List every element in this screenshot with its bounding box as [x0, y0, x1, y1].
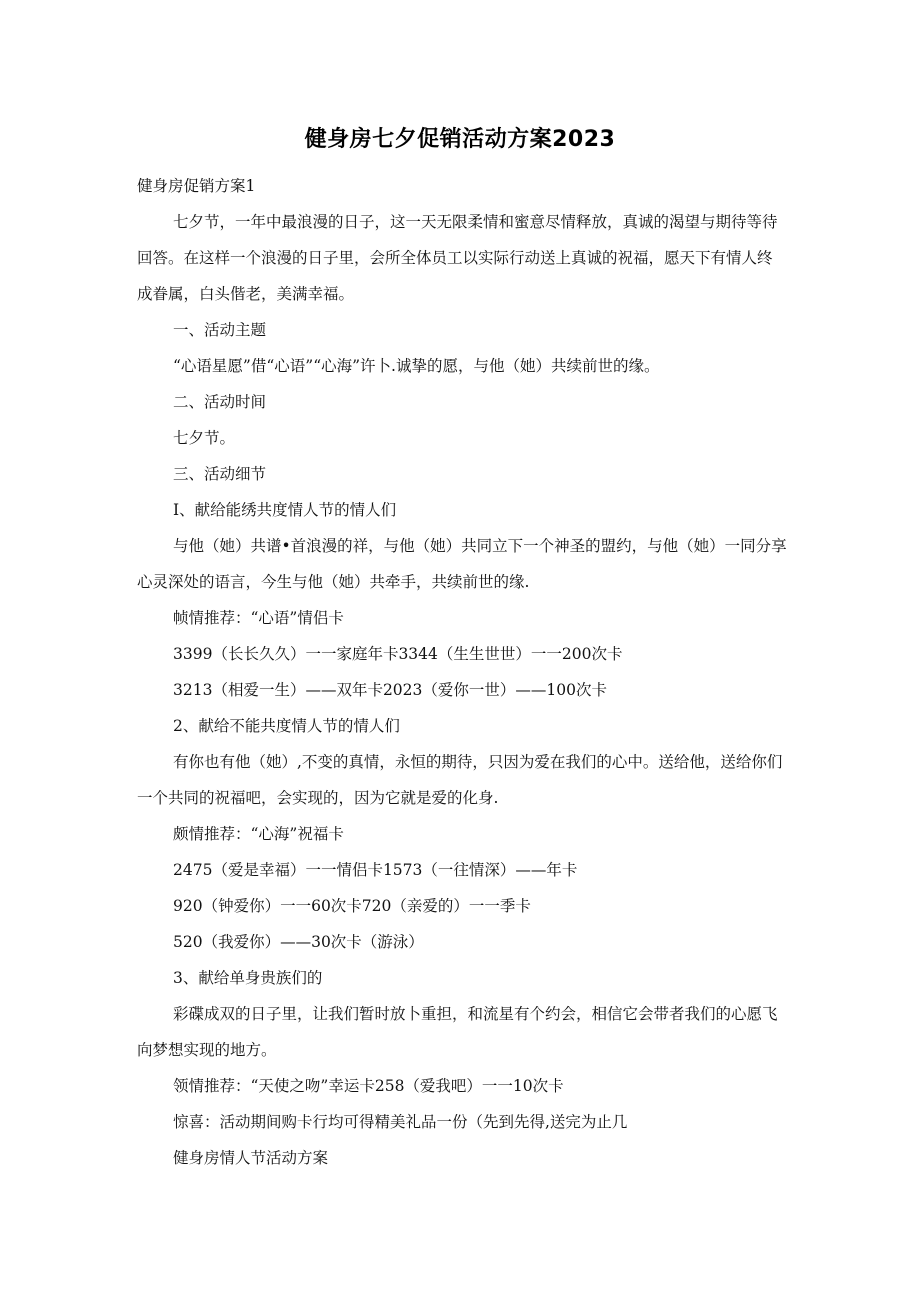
paragraph: 领情推荐：“天使之吻”幸运卡258（爱我吧）一一10次卡: [173, 1077, 564, 1095]
paragraph: 三、活动细节: [173, 465, 267, 483]
paragraph: 3213（相爱一生）——双年卡2023（爱你一世）——100次卡: [173, 681, 607, 699]
paragraph: 二、活动时间: [173, 393, 267, 411]
paragraph: 七夕节。: [173, 429, 236, 447]
paragraph: 与他（她）共谱•首浪漫的祥，与他（她）共同立下一个神圣的盟约，与他（她）一同分享心灵深处的语言，今生与他（她）共牵手，共续前世的缘.: [137, 537, 787, 591]
paragraph: “心语星愿”借“心语”“心海”许卜.诚挚的愿，与他（她）共续前世的缘。: [173, 357, 660, 375]
paragraph: 520（我爱你）——30次卡（游泳）: [173, 933, 424, 951]
paragraph: 健身房情人节活动方案: [173, 1149, 329, 1167]
paragraph: 3399（长长久久）一一家庭年卡3344（生生世世）一一200次卡: [173, 645, 623, 663]
paragraph: 健身房促销方案1: [137, 177, 256, 195]
paragraph: I、献给能绣共度情人节的情人们: [173, 501, 397, 519]
paragraph: 2、献给不能共度情人节的情人们: [173, 717, 400, 735]
paragraph: 有你也有他（她）,不变的真情，永恒的期待，只因为爱在我们的心中。送给他，送给你们一个共同的祝福吧，会实现的，因为它就是爱的化身.: [137, 753, 783, 807]
paragraph: 彩碟成双的日子里，让我们暂时放卜重担，和流星有个约会，相信它会带者我们的心愿飞向梦想实现的地方。: [137, 1005, 778, 1059]
paragraph: 惊喜：活动期间购卡行均可得精美礼品一份（先到先得,送完为止几: [173, 1113, 628, 1131]
paragraph: 3、献给单身贵族们的: [173, 969, 323, 987]
paragraph: 帧情推荐：“心语”情侣卡: [173, 609, 344, 627]
paragraph: 七夕节，一年中最浪漫的日子，这一天无限柔情和蜜意尽情释放，真诚的渴望与期待等待回答。在这样一个浪漫的日子里，会所全体员工以实际行动送上真诚的祝福，愿天下有情人终成眷属，白头偕老，美满幸福。: [137, 213, 778, 303]
paragraph: 2475（爱是幸福）一一情侣卡1573（一往情深）——年卡: [173, 861, 578, 879]
paragraph: 920（钟爱你）一一60次卡720（亲爱的）一一季卡: [173, 897, 531, 915]
document-title: 健身房七夕促销活动方案2023: [304, 127, 616, 152]
paragraph: 颇情推荐：“心海”祝福卡: [173, 825, 344, 843]
document-body: [137, 168, 787, 1176]
paragraph: 一、活动主题: [173, 321, 267, 339]
